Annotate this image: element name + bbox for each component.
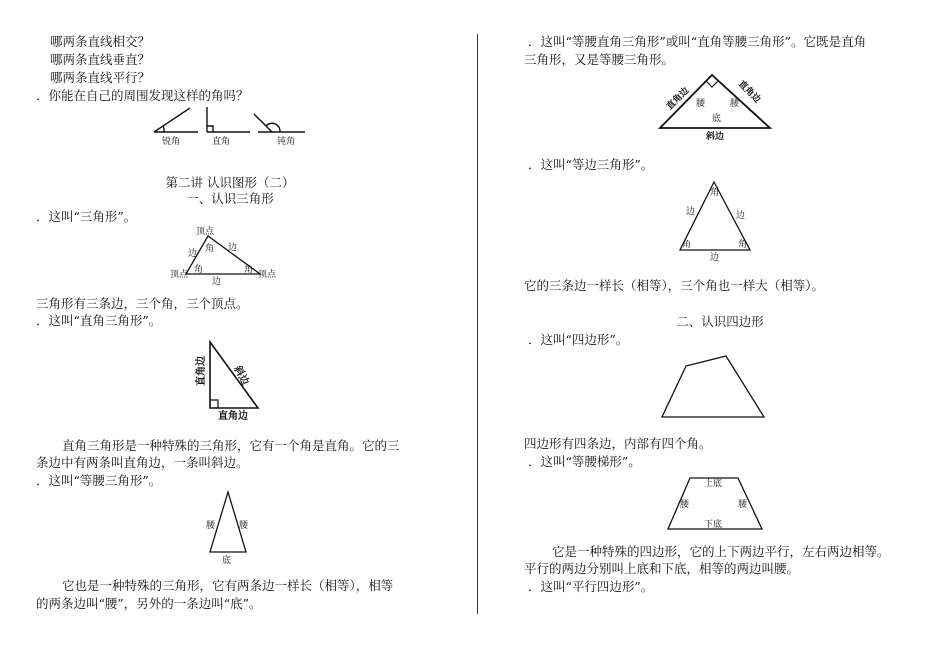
question-intersect: 哪两条直线相交？ <box>50 34 151 49</box>
base-label: 底 <box>222 556 232 566</box>
waist-label-left: 腰 <box>680 500 690 510</box>
angle-label-left: 角 <box>682 240 692 250</box>
trapezoid-intro: ．这叫“等腰梯形”。 <box>528 454 641 469</box>
leg-label-horizontal: 直角边 <box>218 411 248 422</box>
waist-label-right: 腰 <box>738 500 748 510</box>
angle-label-right: 角 <box>738 240 748 250</box>
trapezoid-desc-2: 平行的两边分别叫上底和下底，相等的两边叫腰。 <box>524 561 800 576</box>
lecture-title: 第二讲 认识图形（二） <box>165 175 295 190</box>
leg-label-vertical: 直角边 <box>196 356 207 386</box>
side-label-right: 边 <box>228 243 238 253</box>
question-perpendicular: 哪两条直线垂直？ <box>50 52 151 67</box>
isosceles-intro: ．这叫“等腰三角形”。 <box>36 473 162 488</box>
triangle-intro: ．这叫“三角形”。 <box>36 209 137 224</box>
equilateral-description: 它的三条边一样长（相等），三个角也一样大（相等）。 <box>524 278 825 293</box>
isosceles-right-triangle-figure <box>656 72 776 142</box>
right-triangle-figure <box>194 338 284 422</box>
equilateral-intro: ．这叫“等边三角形”。 <box>528 157 654 172</box>
obtuse-angle-label: 钝角 <box>277 137 296 147</box>
base-label: 底 <box>712 114 722 124</box>
hypotenuse-label: 斜边 <box>231 364 251 388</box>
angle-label-left: 角 <box>194 265 204 275</box>
waist-label-right: 腰 <box>239 521 249 531</box>
right-angle-label: 直角 <box>212 137 231 147</box>
side-label-left: 边 <box>188 249 198 259</box>
side-label-right: 边 <box>736 211 746 221</box>
waist-label-left: 腰 <box>206 521 216 531</box>
quadrilateral-figure <box>660 352 770 422</box>
parallelogram-intro: ．这叫“平行四边形”。 <box>528 579 654 594</box>
waist-label-left: 腰 <box>696 99 706 109</box>
section-quadrilaterals-title: 二、认识四边形 <box>676 314 764 329</box>
section-triangles-title: 一、认识三角形 <box>186 191 274 206</box>
quadrilateral-description: 四边形有四条边，内部有四个角。 <box>524 436 712 451</box>
angle-label-top: 角 <box>205 244 215 254</box>
right-triangle-desc-2: 条边中有两条叫直角边，一条叫斜边。 <box>36 455 249 470</box>
angle-label-top: 角 <box>710 188 720 198</box>
equilateral-triangle-figure <box>672 178 762 264</box>
top-base-label: 上底 <box>704 479 723 489</box>
vertex-label-left: 顶点 <box>170 270 189 280</box>
quadrilateral-intro: ．这叫“四边形”。 <box>528 332 629 347</box>
vertex-label-top: 顶点 <box>196 227 215 237</box>
isosceles-trapezoid-figure <box>664 474 768 534</box>
isosceles-desc-2: 的两条边叫“腰”，另外的一条边叫“底”。 <box>36 596 262 611</box>
isosceles-triangle-figure <box>200 490 260 570</box>
isosceles-right-desc-2: 三角形，又是等腰三角形。 <box>524 52 675 67</box>
side-label-left: 边 <box>686 207 696 217</box>
acute-angle-label: 锐角 <box>162 137 181 147</box>
leg-label-left: 直角边 <box>665 85 692 113</box>
question-find-angles: ．你能在自己的周围发现这样的角吗？ <box>36 88 249 103</box>
angle-types-figure <box>150 104 310 148</box>
side-label-bottom: 边 <box>212 277 222 287</box>
isosceles-desc-1: 它也是一种特殊的三角形，它有两条边一样长（相等），相等 <box>62 578 394 593</box>
isosceles-right-desc-1: ．这叫“等腰直角三角形”或叫“直角等腰三角形”。它既是直角 <box>528 34 867 49</box>
right-triangle-desc-1: 直角三角形是一种特殊的三角形，它有一个角是直角。它的三 <box>62 438 400 453</box>
waist-label-right: 腰 <box>730 99 740 109</box>
column-divider <box>477 34 478 614</box>
trapezoid-desc-1: 它是一种特殊的四边形，它的上下两边平行，左右两边相等。 <box>552 544 890 559</box>
hypotenuse-label: 斜边 <box>706 132 725 142</box>
bottom-base-label: 下底 <box>704 520 723 530</box>
triangle-figure <box>168 226 288 286</box>
vertex-label-right: 顶点 <box>258 270 277 280</box>
right-triangle-intro: ．这叫“直角三角形”。 <box>36 313 162 328</box>
side-label-bottom: 边 <box>710 253 720 263</box>
angle-label-right: 角 <box>244 265 254 275</box>
leg-label-right: 直角边 <box>735 79 763 106</box>
triangle-description: 三角形有三条边，三个角，三个顶点。 <box>36 296 249 311</box>
question-parallel: 哪两条直线平行？ <box>50 70 151 85</box>
